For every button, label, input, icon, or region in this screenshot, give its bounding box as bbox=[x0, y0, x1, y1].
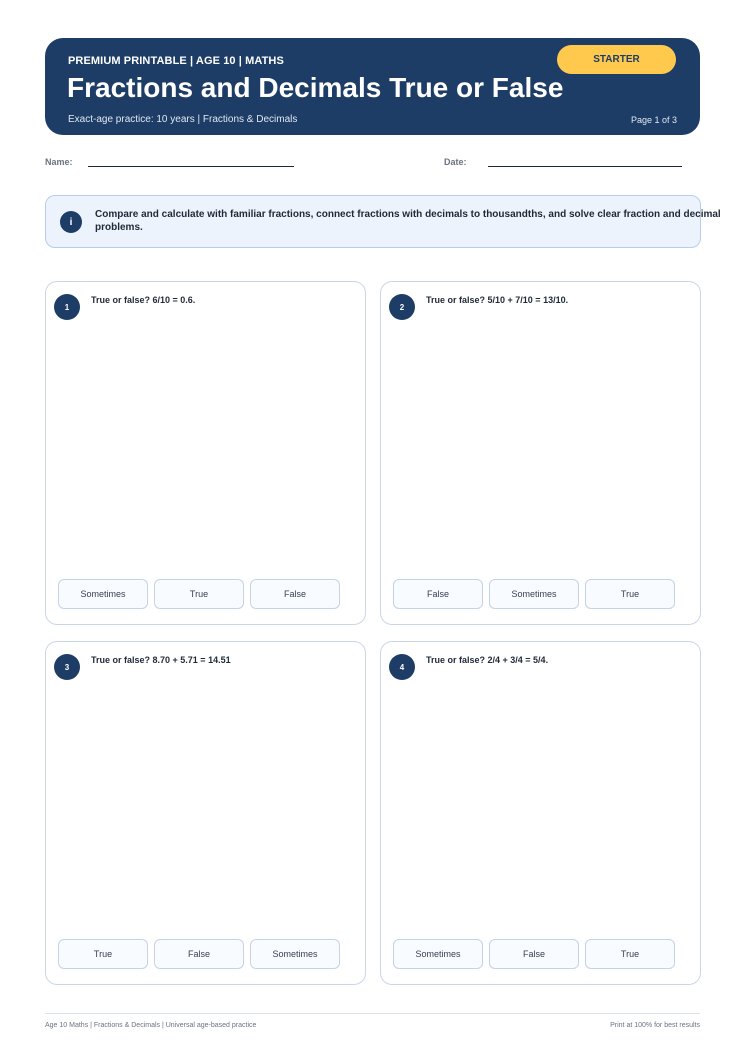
answer-option[interactable]: True bbox=[585, 939, 675, 969]
date-line[interactable] bbox=[488, 166, 682, 167]
header-subtitle: Exact-age practice: 10 years | Fractions & Decimals bbox=[68, 114, 298, 125]
worksheet-title: Fractions and Decimals True or False bbox=[67, 72, 564, 103]
header-eyebrow: PREMIUM PRINTABLE | AGE 10 | MATHS bbox=[68, 55, 284, 67]
footer-right: Print at 100% for best results bbox=[610, 1022, 700, 1029]
question-number: 2 bbox=[389, 294, 415, 320]
question-number: 4 bbox=[389, 654, 415, 680]
answer-option[interactable]: Sometimes bbox=[58, 579, 148, 609]
question-card bbox=[380, 281, 701, 625]
info-text: Compare and calculate with familiar fractions, connect fractions with decimals to thousandths, and solve clear fraction and decimal problems. bbox=[95, 209, 721, 233]
answer-option[interactable]: True bbox=[154, 579, 244, 609]
answer-option[interactable]: Sometimes bbox=[393, 939, 483, 969]
info-box bbox=[45, 195, 721, 248]
level-badge: STARTER bbox=[557, 45, 676, 74]
answer-option[interactable]: False bbox=[489, 939, 579, 969]
answer-option[interactable]: Sometimes bbox=[250, 939, 340, 969]
question-card bbox=[380, 641, 701, 985]
question-card bbox=[45, 281, 366, 625]
answer-option[interactable]: Sometimes bbox=[489, 579, 579, 609]
worksheet-header bbox=[45, 38, 700, 135]
question-text: True or false? 5/10 + 7/10 = 13/10. bbox=[426, 295, 569, 305]
footer-left: Age 10 Maths | Fractions & Decimals | Universal age-based practice bbox=[45, 1022, 257, 1029]
question-text: True or false? 8.70 + 5.71 = 14.51 bbox=[91, 655, 231, 665]
answer-option[interactable]: True bbox=[58, 939, 148, 969]
info-icon: i bbox=[60, 211, 82, 233]
question-card bbox=[45, 641, 366, 985]
page-number: Page 1 of 3 bbox=[630, 115, 677, 125]
question-text: True or false? 6/10 = 0.6. bbox=[91, 295, 196, 305]
answer-option[interactable]: False bbox=[154, 939, 244, 969]
answer-option[interactable]: False bbox=[393, 579, 483, 609]
question-number: 3 bbox=[54, 654, 80, 680]
name-line[interactable] bbox=[88, 166, 294, 167]
answer-option[interactable]: False bbox=[250, 579, 340, 609]
footer-divider bbox=[45, 1013, 700, 1014]
question-number: 1 bbox=[54, 294, 80, 320]
question-text: True or false? 2/4 + 3/4 = 5/4. bbox=[426, 655, 549, 665]
name-label: Name: bbox=[45, 157, 73, 167]
date-label: Date: bbox=[444, 157, 467, 167]
answer-option[interactable]: True bbox=[585, 579, 675, 609]
